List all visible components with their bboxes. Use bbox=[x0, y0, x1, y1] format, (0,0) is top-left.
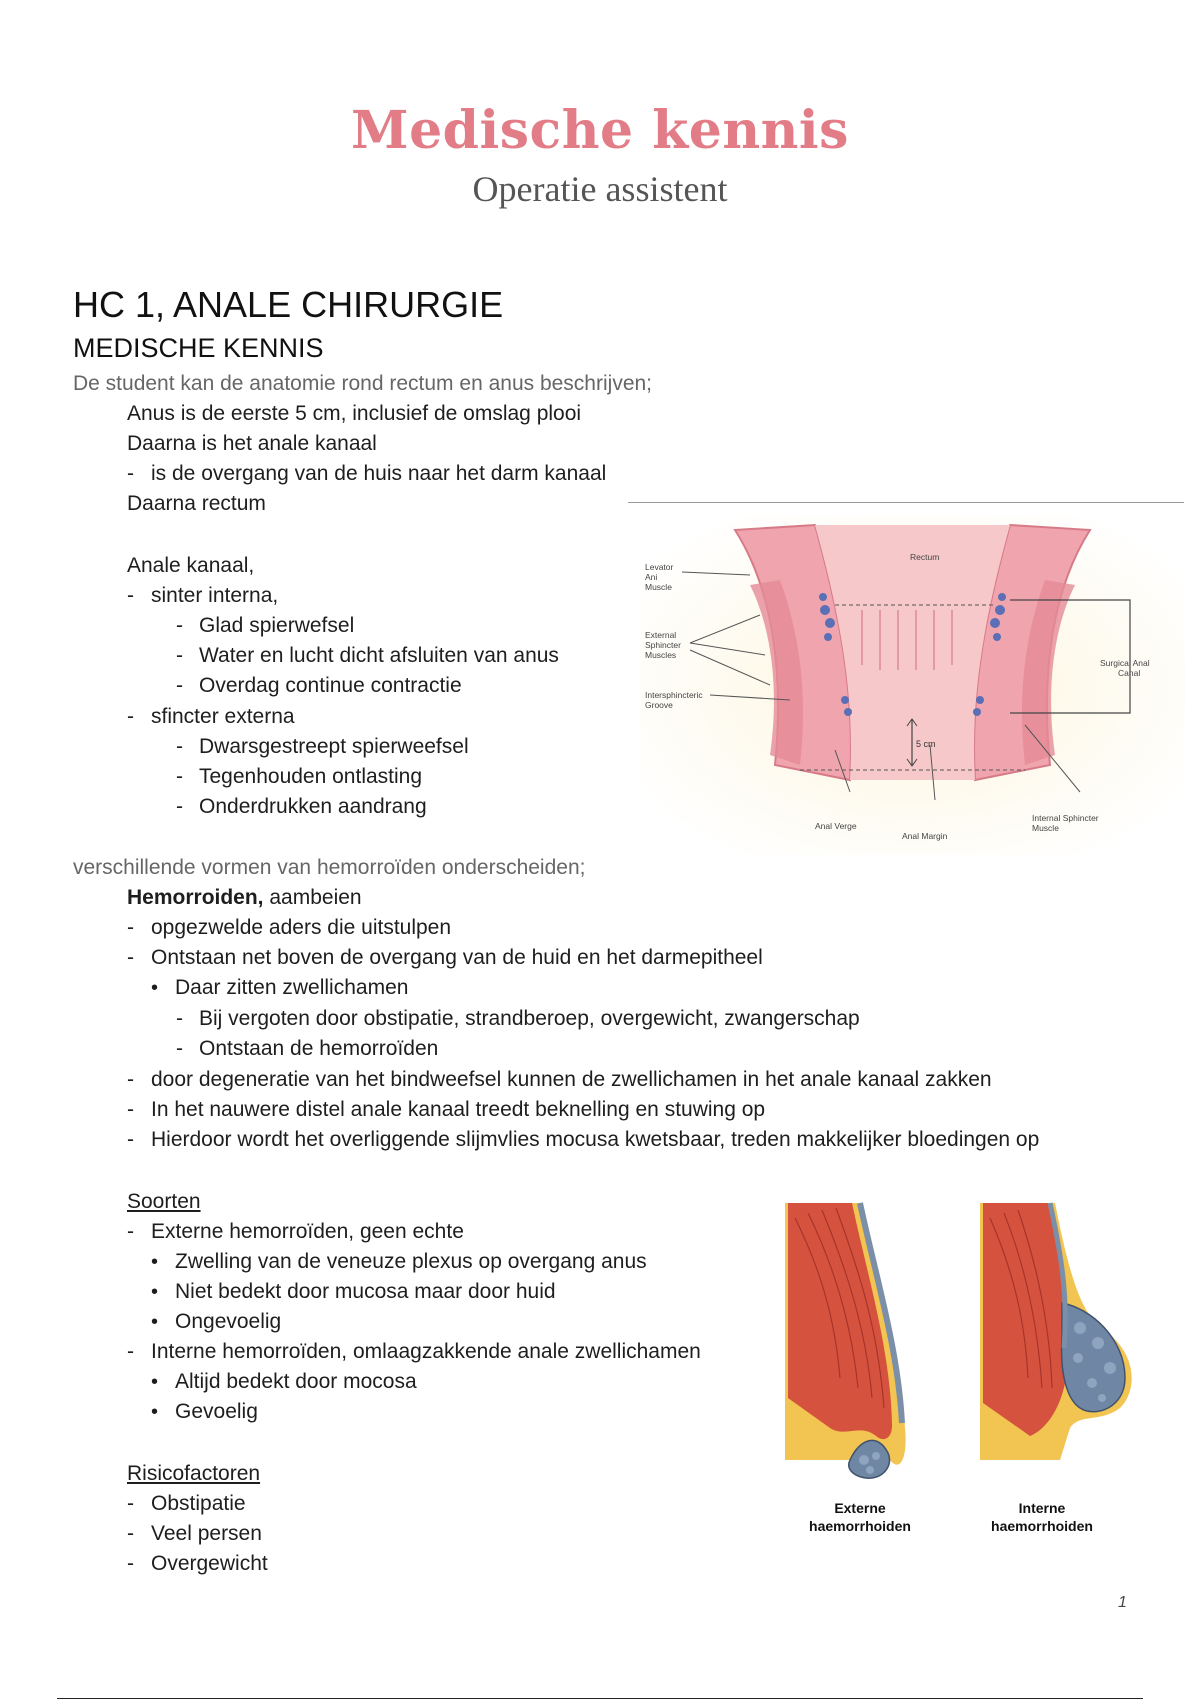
externe-label: Externe bbox=[834, 1500, 886, 1516]
footer-rule bbox=[57, 1698, 1143, 1699]
interne-haemorrhoid-drawing bbox=[980, 1203, 1132, 1460]
dash-marker: - bbox=[176, 765, 183, 788]
term-bold: Hemorroiden, bbox=[127, 886, 264, 909]
figure-label-surgical: Canal bbox=[1118, 668, 1141, 678]
figure-label-margin: Anal Margin bbox=[902, 831, 948, 841]
text-line: is de overgang van de huis naar het darm kanaal bbox=[151, 462, 607, 485]
list-item: sinter interna, bbox=[151, 584, 279, 607]
learning-objective: De student kan de anatomie rond rectum en anus beschrijven; bbox=[73, 372, 653, 395]
list-item: Glad spierwefsel bbox=[199, 614, 355, 637]
dash-marker: - bbox=[176, 795, 183, 818]
document-subtitle: Operatie assistent bbox=[472, 169, 728, 209]
list-item: Interne hemorroïden, omlaagzakkende anale zwellichamen bbox=[151, 1340, 701, 1363]
list-item: Altijd bedekt door mocosa bbox=[175, 1370, 417, 1393]
list-item: Externe hemorroïden, geen echte bbox=[151, 1220, 464, 1243]
section-subheading: MEDISCHE KENNIS bbox=[73, 333, 324, 363]
dash-marker: - bbox=[176, 735, 183, 758]
section-heading: HC 1, ANALE CHIRURGIE bbox=[73, 284, 504, 325]
bullet-marker: • bbox=[151, 1371, 159, 1393]
term-rest: aambeien bbox=[263, 886, 362, 909]
figure-label-external: Sphincter bbox=[645, 640, 681, 650]
list-item: door degeneratie van het bindweefsel kunnen de zwellichamen in het anale kanaal zakken bbox=[151, 1068, 992, 1091]
bullet-marker: • bbox=[151, 977, 159, 999]
figure-label-external: External bbox=[645, 630, 677, 640]
bullet-marker: • bbox=[151, 1281, 159, 1303]
dash-marker: - bbox=[127, 1492, 134, 1515]
dash-marker: - bbox=[127, 1340, 134, 1363]
list-item: Tegenhouden ontlasting bbox=[199, 765, 423, 788]
externe-label: haemorrhoiden bbox=[809, 1518, 911, 1534]
dash-marker: - bbox=[176, 1037, 183, 1060]
list-item: Onderdrukken aandrang bbox=[199, 795, 427, 818]
figure-top-rule bbox=[628, 502, 1184, 503]
list-item: Obstipatie bbox=[151, 1492, 246, 1515]
subsection-title: Anale kanaal, bbox=[127, 554, 255, 577]
list-item: Water en lucht dicht afsluiten van anus bbox=[199, 644, 559, 667]
list-item: Overgewicht bbox=[151, 1552, 268, 1575]
dash-marker: - bbox=[176, 674, 183, 697]
dash-marker: - bbox=[176, 644, 183, 667]
list-item: Gevoelig bbox=[175, 1400, 258, 1423]
haemorrhoid-types-illustration bbox=[780, 1198, 1160, 1543]
dash-marker: - bbox=[127, 1068, 134, 1091]
list-item: Daar zitten zwellichamen bbox=[175, 976, 409, 999]
list-item: Ontstaan net boven de overgang van de huid en het darmepitheel bbox=[151, 946, 763, 969]
figure-label-groove: Groove bbox=[645, 700, 673, 710]
figure-label-external: Muscles bbox=[645, 650, 677, 660]
subsection-title: Soorten bbox=[127, 1190, 201, 1213]
list-item: Bij vergoten door obstipatie, strandberoep, overgewicht, zwangerschap bbox=[199, 1007, 860, 1030]
list-item: Ongevoelig bbox=[175, 1310, 282, 1333]
dash-marker: - bbox=[176, 614, 183, 637]
interne-label: Interne bbox=[1018, 1500, 1066, 1516]
list-item: Zwelling van de veneuze plexus op overgang anus bbox=[175, 1250, 647, 1273]
dash-marker: - bbox=[127, 462, 134, 485]
list-item: Veel persen bbox=[151, 1522, 262, 1545]
dash-marker: - bbox=[127, 705, 134, 728]
text-line: Daarna is het anale kanaal bbox=[127, 432, 377, 455]
learning-objective: verschillende vormen van hemorroïden onderscheiden; bbox=[73, 856, 586, 879]
figure-label-rectum: Rectum bbox=[910, 552, 940, 562]
list-item: Niet bedekt door mucosa maar door huid bbox=[175, 1280, 556, 1303]
dash-marker: - bbox=[127, 1522, 134, 1545]
dash-marker: - bbox=[127, 1098, 134, 1121]
list-item: Overdag continue contractie bbox=[199, 674, 462, 697]
list-item: sfincter externa bbox=[151, 705, 295, 728]
list-item: Ontstaan de hemorroïden bbox=[199, 1037, 439, 1060]
dash-marker: - bbox=[176, 1007, 183, 1030]
list-item: Dwarsgestreept spierweefsel bbox=[199, 735, 469, 758]
list-item: opgezwelde aders die uitstulpen bbox=[151, 916, 452, 939]
list-item: In het nauwere distel anale kanaal treedt beknelling en stuwing op bbox=[151, 1098, 766, 1121]
figure-label-verge: Anal Verge bbox=[815, 821, 857, 831]
figure-label-internal: Internal Sphincter bbox=[1032, 813, 1099, 823]
anal-canal-anatomy-illustration bbox=[640, 515, 1185, 855]
list-item: Hierdoor wordt het overliggende slijmvlies mocusa kwetsbaar, treden makkelijker bloedingen op bbox=[151, 1128, 1040, 1151]
figure-label-surgical: Surgical Anal bbox=[1100, 658, 1150, 668]
externe-haemorrhoid-drawing bbox=[785, 1203, 906, 1478]
figure-label-levator: Levator bbox=[645, 562, 674, 572]
dash-marker: - bbox=[127, 584, 134, 607]
term-definition bbox=[127, 883, 362, 913]
subsection-title: Risicofactoren bbox=[127, 1462, 261, 1485]
dash-marker: - bbox=[127, 1552, 134, 1575]
bullet-marker: • bbox=[151, 1251, 159, 1273]
bullet-marker: • bbox=[151, 1311, 159, 1333]
page-number: 1 bbox=[1118, 1594, 1127, 1611]
dash-marker: - bbox=[127, 946, 134, 969]
bullet-marker: • bbox=[151, 1401, 159, 1423]
figure-label-5cm: 5 cm bbox=[916, 739, 936, 749]
dash-marker: - bbox=[127, 1220, 134, 1243]
interne-label: haemorrhoiden bbox=[991, 1518, 1093, 1534]
figure-label-groove: Intersphincteric bbox=[645, 690, 703, 700]
figure-label-levator: Muscle bbox=[645, 582, 672, 592]
document-title: Medische kennis bbox=[351, 100, 849, 161]
text-line: Daarna rectum bbox=[127, 492, 266, 515]
figure-label-internal: Muscle bbox=[1032, 823, 1059, 833]
text-line: Anus is de eerste 5 cm, inclusief de omslag plooi bbox=[127, 402, 582, 425]
dash-marker: - bbox=[127, 916, 134, 939]
dash-marker: - bbox=[127, 1128, 134, 1151]
figure-label-levator: Ani bbox=[645, 572, 658, 582]
